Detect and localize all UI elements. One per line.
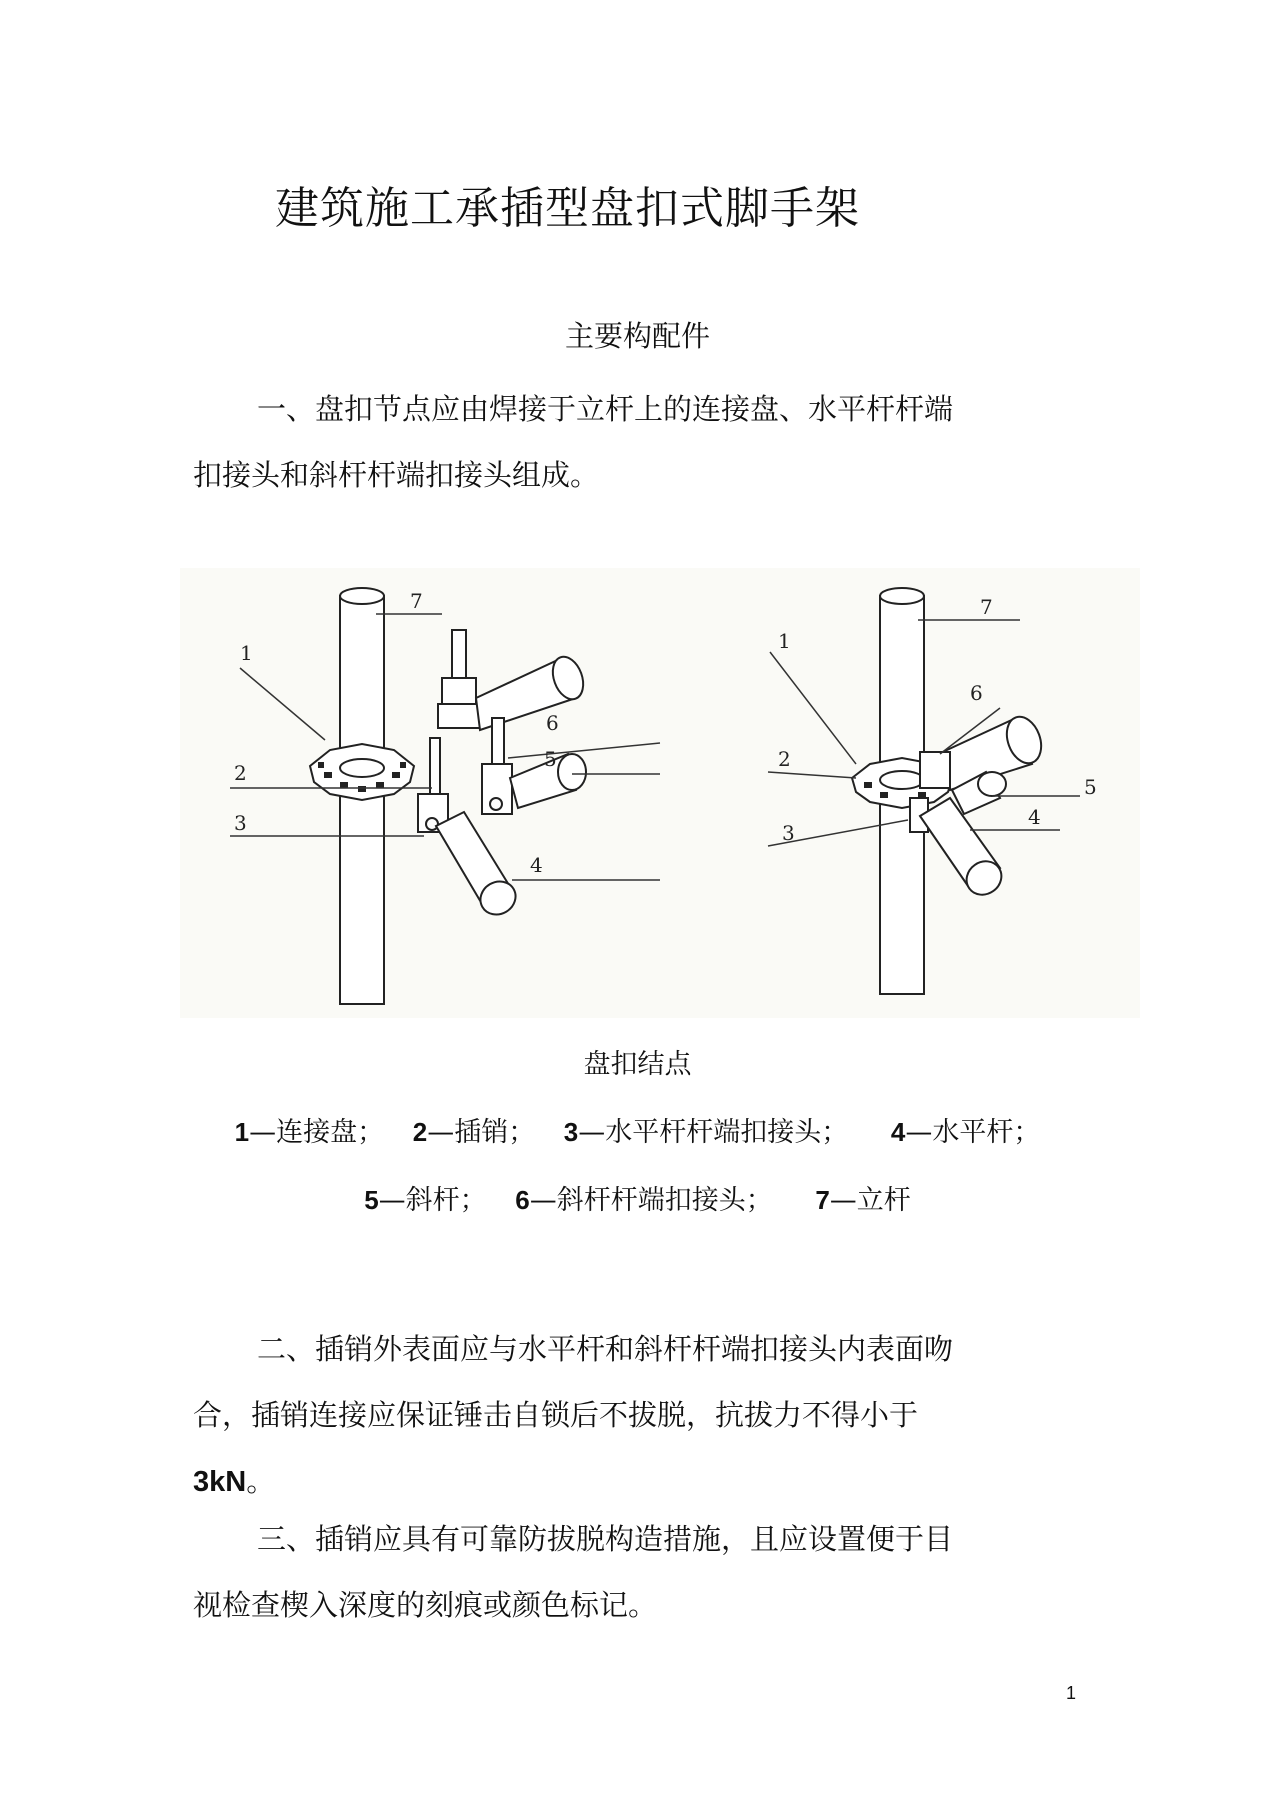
paragraph-3-line-2: 视检查楔入深度的刻痕或颜色标记。 <box>193 1588 658 1622</box>
joint-figure <box>180 568 1140 1018</box>
label-2: 2 <box>778 747 791 771</box>
legend-item: 1—连接盘； <box>234 1117 385 1148</box>
legend-item: 3—水平杆杆端扣接头； <box>563 1117 849 1148</box>
legend-line-2 <box>0 1178 1275 1217</box>
label-5: 5 <box>1084 775 1097 799</box>
legend-item: 2—插销； <box>412 1117 536 1148</box>
legend-item: 4—水平杆； <box>890 1117 1041 1148</box>
paragraph-2-line-2: 合，插销连接应保证锤击自锁后不拔脱，抗拔力不得小于 <box>193 1398 919 1432</box>
paragraph-2 <box>193 1316 1013 1515</box>
label-4: 4 <box>1028 805 1041 829</box>
label-5: 5 <box>544 747 557 771</box>
section-heading: 主要构配件 <box>564 319 710 353</box>
paragraph-1-line-2: 扣接头和斜杆杆端扣接头组成。 <box>193 458 600 492</box>
paragraph-3-line-1: 三、插销应具有可靠防拔脱构造措施，且应设置便于目 <box>257 1522 954 1556</box>
legend-item: 5—斜杆； <box>364 1185 487 1216</box>
paragraph-3 <box>193 1506 1013 1638</box>
figure-caption: 盘扣结点 <box>583 1049 692 1080</box>
legend-line-1 <box>0 1110 1275 1149</box>
page-number: 1 <box>1066 1683 1077 1703</box>
pullout-force-value: 3kN <box>193 1466 247 1498</box>
label-1: 1 <box>240 641 253 665</box>
label-1: 1 <box>778 629 791 653</box>
label-7: 7 <box>980 595 993 619</box>
legend-item: 7—立杆 <box>815 1185 911 1216</box>
label-3: 3 <box>782 821 795 845</box>
label-2: 2 <box>234 761 247 785</box>
paragraph-1-line-1: 一、盘扣节点应由焊接于立杆上的连接盘、水平杆杆端 <box>257 392 954 426</box>
paragraph-2-line-3: 3kN。 <box>193 1464 276 1498</box>
document-title: 建筑施工承插型盘扣式脚手架 <box>275 183 860 234</box>
label-4: 4 <box>530 853 543 877</box>
paragraph-1 <box>193 376 1013 508</box>
label-6: 6 <box>970 681 983 705</box>
paragraph-2-line-1: 二、插销外表面应与水平杆和斜杆杆端扣接头内表面吻 <box>257 1332 954 1366</box>
legend-item: 6—斜杆杆端扣接头； <box>515 1185 773 1216</box>
label-6: 6 <box>546 711 559 735</box>
label-3: 3 <box>234 811 247 835</box>
label-7: 7 <box>410 589 423 613</box>
